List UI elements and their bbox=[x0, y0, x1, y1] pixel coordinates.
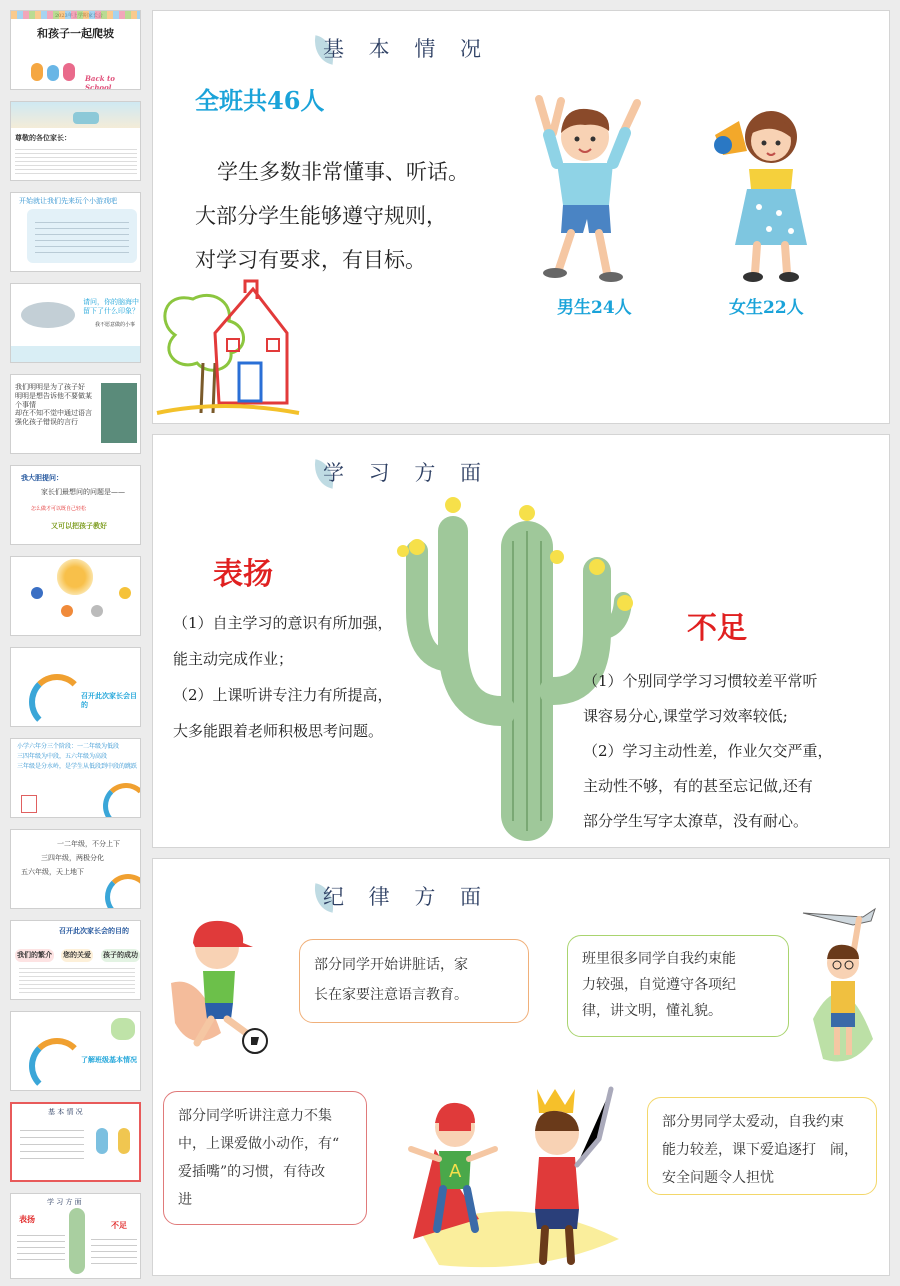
lack-line-4: 主动性不够，有的甚至忘记做,还有 bbox=[583, 777, 813, 795]
step-4-icon bbox=[119, 587, 131, 599]
thumbnail-slide-6[interactable] bbox=[10, 465, 141, 545]
text-lines bbox=[20, 1124, 84, 1164]
thumb-title: 和孩子一起爬坡 bbox=[37, 27, 114, 40]
lack-line-5: 部分学生写字太潦草，没有耐心。 bbox=[583, 812, 809, 830]
bubble-line: 力较强，自觉遵守各项纪 bbox=[582, 977, 736, 993]
grass-icon bbox=[111, 1018, 135, 1040]
lack-heading: 不足 bbox=[687, 611, 747, 646]
boy-icon bbox=[96, 1128, 108, 1154]
text-lines bbox=[91, 1234, 137, 1268]
thumb-line: 小学六年分三个阶段：一二年级为低段 bbox=[17, 743, 120, 750]
slide-title: 基 本 情 况 bbox=[323, 37, 491, 61]
lack-line-3: （2）学习主动性差，作业欠交严重， bbox=[583, 742, 833, 760]
illustration-image bbox=[101, 383, 137, 443]
praise-line-1: （1）自主学习的意识有所加强， bbox=[173, 614, 393, 632]
thumbnail-slide-10[interactable] bbox=[10, 829, 141, 909]
thumb-line: 五六年级，天上地下 bbox=[21, 868, 84, 876]
thumb-ask: 我大胆提问： bbox=[21, 473, 63, 482]
thumb-line: 强化孩子错误的言行 bbox=[15, 418, 78, 426]
slide-title: 学 习 方 面 bbox=[323, 461, 491, 485]
thumb-line: 三年级是分水岭，是学生从低段到中段的跳跃 bbox=[17, 763, 138, 770]
thumb-purpose: 召开此次家长会目的 bbox=[81, 691, 137, 709]
class-total: 全班共46人 bbox=[195, 86, 325, 115]
thumb-line: 三四年级，两极分化 bbox=[41, 854, 104, 862]
step-2-icon bbox=[61, 605, 73, 617]
boy-with-plane-illustration bbox=[793, 899, 885, 1069]
thumbnail-slide-4[interactable] bbox=[10, 283, 141, 363]
bubble-self-discipline bbox=[567, 935, 789, 1037]
thumb-item: 您的关爱 bbox=[61, 949, 93, 962]
summary-line-2: 大部分学生能够遵守规则， bbox=[195, 204, 447, 228]
thumb-title: 学 习 方 面 bbox=[47, 1198, 82, 1206]
text-lines bbox=[19, 965, 135, 995]
house-icon bbox=[21, 795, 37, 813]
thumbnail-slide-5[interactable] bbox=[10, 374, 141, 454]
text-lines bbox=[15, 146, 137, 176]
praise-line-2: 能主动完成作业； bbox=[173, 650, 294, 668]
boys-count: 男生24人 bbox=[557, 298, 632, 318]
slide-basic-info bbox=[152, 10, 890, 424]
step-1-icon bbox=[31, 587, 43, 599]
thumb-title: 基 本 情 况 bbox=[48, 1108, 83, 1116]
thumb-question: 请问，你的脑海中留下了什么印象？ bbox=[83, 298, 139, 315]
thumb-greeting: 尊敬的各位家长： bbox=[15, 133, 71, 142]
bubble-bad-language bbox=[299, 939, 529, 1023]
step-3-icon bbox=[91, 605, 103, 617]
summary-line-3: 对学习有要求，有目标。 bbox=[195, 248, 426, 272]
fish-icon bbox=[21, 302, 75, 328]
slide-study bbox=[152, 434, 890, 848]
thumb-item: 我们的繁介 bbox=[15, 949, 54, 962]
kid-figure-icon bbox=[63, 63, 75, 81]
bubble-line: 安全问题令人担忧 bbox=[662, 1170, 774, 1186]
thumb-line: 一二年级，不分上下 bbox=[57, 840, 120, 848]
bubble-active-boys bbox=[647, 1097, 877, 1195]
rainbow-icon bbox=[29, 674, 85, 727]
bubble-line: 班里很多同学自我约束能 bbox=[582, 951, 736, 967]
thumb-sub1: 怎么做才可以既自己轻松 bbox=[31, 506, 87, 512]
thumb-item: 孩子的成功 bbox=[101, 949, 140, 962]
thumb-lack: 不足 bbox=[111, 1220, 127, 1230]
lack-line-2: 课容易分心,课堂学习效率较低; bbox=[583, 707, 788, 725]
bus-icon bbox=[73, 112, 99, 124]
bubble-line: 律，讲文明，懂礼貌。 bbox=[582, 1003, 722, 1019]
praise-heading: 表扬 bbox=[213, 557, 273, 592]
thumbnail-slide-12[interactable] bbox=[10, 1011, 141, 1091]
thumbnail-slide-8[interactable] bbox=[10, 647, 141, 727]
thumbnail-slide-11[interactable] bbox=[10, 920, 141, 1000]
bubble-attention bbox=[163, 1091, 367, 1225]
slide-thumbnail-panel bbox=[0, 0, 150, 1286]
thumbnail-slide-2[interactable] bbox=[10, 101, 141, 181]
bunting-decoration bbox=[11, 11, 141, 19]
thumb-question: 家长们最想问的问题是—— bbox=[41, 488, 125, 496]
thumb-know-class: 了解班级基本情况 bbox=[81, 1055, 137, 1064]
house-illustration bbox=[153, 273, 303, 423]
thumb-line: 我们明明是为了孩子好 bbox=[15, 383, 85, 391]
bubble-line: 长在家要注意语言教育。 bbox=[314, 987, 468, 1003]
bubble-line: 部分同学开始讲脏话，家 bbox=[314, 957, 468, 973]
girl-illustration bbox=[709, 95, 819, 285]
girl-icon bbox=[118, 1128, 130, 1154]
slide-discipline bbox=[152, 858, 890, 1276]
soccer-kid-illustration bbox=[161, 913, 301, 1063]
bubble-line: 部分男同学太爱动，自我约束 bbox=[662, 1114, 844, 1130]
thumbnail-slide-14[interactable] bbox=[10, 1193, 141, 1279]
thumb-line: 明明是想告诉他不要做某个事情 bbox=[15, 391, 92, 409]
slide-title: 纪 律 方 面 bbox=[323, 885, 491, 909]
thumb-line: 三四年级为中段，五六年级为高段 bbox=[17, 753, 108, 760]
bubble-line: 部分同学听讲注意力不集 bbox=[178, 1108, 332, 1124]
rainbow-icon bbox=[103, 783, 141, 818]
thumb-back-to-school: Back to School bbox=[85, 74, 115, 90]
thumbnail-slide-9[interactable] bbox=[10, 738, 141, 818]
praise-line-3: （2）上课听讲专注力有所提高， bbox=[173, 686, 393, 704]
thumbnail-slide-1[interactable] bbox=[10, 10, 141, 90]
bubble-line: 爱插嘴”的习惯，有待改 bbox=[178, 1164, 326, 1180]
sun-icon bbox=[57, 559, 93, 595]
rainbow-icon bbox=[29, 1038, 85, 1091]
rainbow-icon bbox=[105, 874, 141, 909]
thumb-title: 召开此次家长会的目的 bbox=[59, 926, 129, 935]
svg-text:A: A bbox=[449, 1161, 462, 1182]
bubble-line: 能力较差，课下爱追逐打 闹， bbox=[662, 1142, 858, 1158]
kid-figure-icon bbox=[47, 65, 59, 81]
thumb-line: 却在不知不觉中通过语言 bbox=[15, 409, 92, 418]
thumbnail-slide-13[interactable] bbox=[10, 1102, 141, 1182]
thumbnail-slide-7[interactable] bbox=[10, 556, 141, 636]
bubble-line: 进 bbox=[178, 1192, 192, 1208]
water-band bbox=[11, 346, 141, 363]
thumb-praise: 表扬 bbox=[19, 1214, 35, 1224]
girls-count: 女生22人 bbox=[729, 298, 804, 318]
summary-line-1: 学生多数非常懂事、听话。 bbox=[217, 160, 469, 184]
thumb-answer: 我不愿意做的小事 bbox=[95, 322, 136, 328]
thumbnail-slide-3[interactable] bbox=[10, 192, 141, 272]
text-lines bbox=[35, 217, 129, 257]
text-lines bbox=[17, 1230, 65, 1264]
thumb-game: 开始就让我们先来玩个小游戏吧 bbox=[19, 197, 117, 205]
bubble-line: 中，上课爱做小动作，有“ bbox=[178, 1136, 340, 1152]
cactus-icon bbox=[69, 1208, 85, 1274]
superhero-kids-illustration bbox=[399, 1079, 647, 1275]
kid-figure-icon bbox=[31, 63, 43, 81]
thumb-sub2: 又可以把孩子教好 bbox=[51, 521, 107, 530]
lack-line-1: （1）个别同学学习习惯较差平常听 bbox=[583, 672, 818, 690]
boy-illustration bbox=[533, 93, 643, 293]
praise-line-4: 大多能跟着老师积极思考问题。 bbox=[173, 722, 384, 740]
